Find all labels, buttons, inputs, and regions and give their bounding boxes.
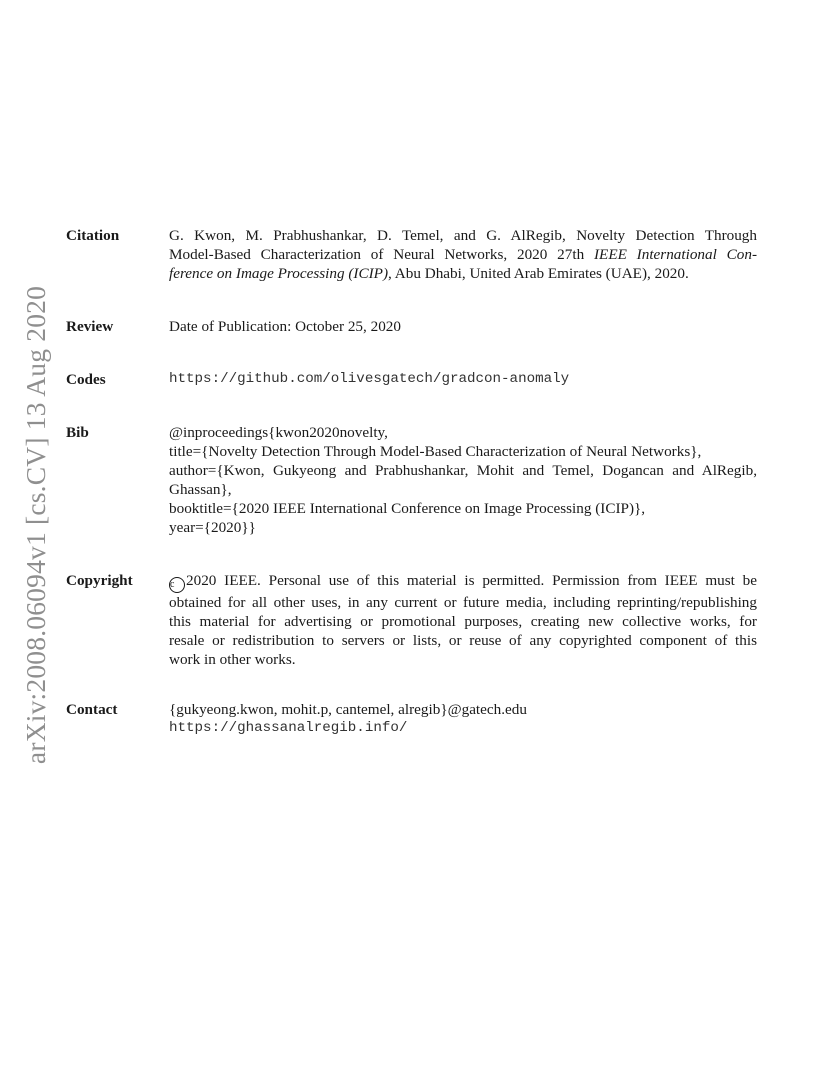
- bib-line: Ghassan},: [169, 481, 232, 498]
- review-text: Date of Publication: October 25, 2020: [169, 318, 401, 335]
- codes-label: Codes: [66, 371, 106, 388]
- copyright-line-1-text: 2020 IEEE. Personal use of this material is permitted. Permission from IEEE must be: [186, 572, 757, 589]
- copyright-line-2: obtained for all other uses, in any current or future media, including reprinting/republishing: [169, 594, 757, 611]
- citation-venue-end: ference on Image Processing (ICIP): [169, 265, 389, 282]
- citation-line-3: [169, 264, 757, 283]
- citation-line-1: G. Kwon, M. Prabhushankar, D. Temel, and G. AlRegib, Novelty Detection Through: [169, 227, 757, 244]
- copyright-line-5: work in other works.: [169, 651, 296, 668]
- bib-label: Bib: [66, 424, 89, 441]
- bib-line: year={2020}}: [169, 519, 256, 536]
- copyright-line-4: resale or redistribution to servers or lists, or reuse of any copyrighted component of this: [169, 632, 757, 649]
- citation-line-2: [169, 245, 757, 264]
- contact-label: Contact: [66, 701, 118, 718]
- copyright-label: Copyright: [66, 572, 133, 589]
- bib-line: title={Novelty Detection Through Model-Based Characterization of Neural Networks},: [169, 443, 702, 460]
- contact-emails[interactable]: {gukyeong.kwon, mohit.p, cantemel, alregib}@gatech.edu: [169, 701, 527, 718]
- copyright-line-3: this material for advertising or promotional purposes, creating new collective works, for: [169, 613, 757, 630]
- citation-line-3-b: , Abu Dhabi, United Arab Emirates (UAE), 2020.: [388, 265, 689, 282]
- copyright-line-1: [169, 571, 757, 593]
- codes-url[interactable]: https://github.com/olivesgatech/gradcon-anomaly: [169, 371, 570, 387]
- copyright-text: [169, 571, 757, 669]
- contact-url[interactable]: https://ghassanalregib.info/: [169, 720, 408, 736]
- copyright-icon: c: [169, 577, 185, 593]
- bib-line: booktitle={2020 IEEE International Conference on Image Processing (ICIP)},: [169, 500, 646, 517]
- review-label: Review: [66, 318, 114, 335]
- arxiv-stamp: arXiv:2008.06094v1 [cs.CV] 13 Aug 2020: [20, 285, 51, 765]
- bib-line: @inproceedings{kwon2020novelty,: [169, 424, 388, 441]
- citation-label: Citation: [66, 227, 120, 244]
- bib-line: author={Kwon, Gukyeong and Prabhushankar, Mohit and Temel, Dogancan and AlRegib,: [169, 462, 757, 479]
- contact-text: [169, 700, 757, 738]
- citation-line-2-a: Model-Based Characterization of Neural Networks, 2020 27th: [169, 246, 594, 263]
- citation-venue-start: IEEE International Con-: [593, 246, 757, 263]
- citation-text: [169, 226, 757, 283]
- bib-text: [169, 423, 757, 537]
